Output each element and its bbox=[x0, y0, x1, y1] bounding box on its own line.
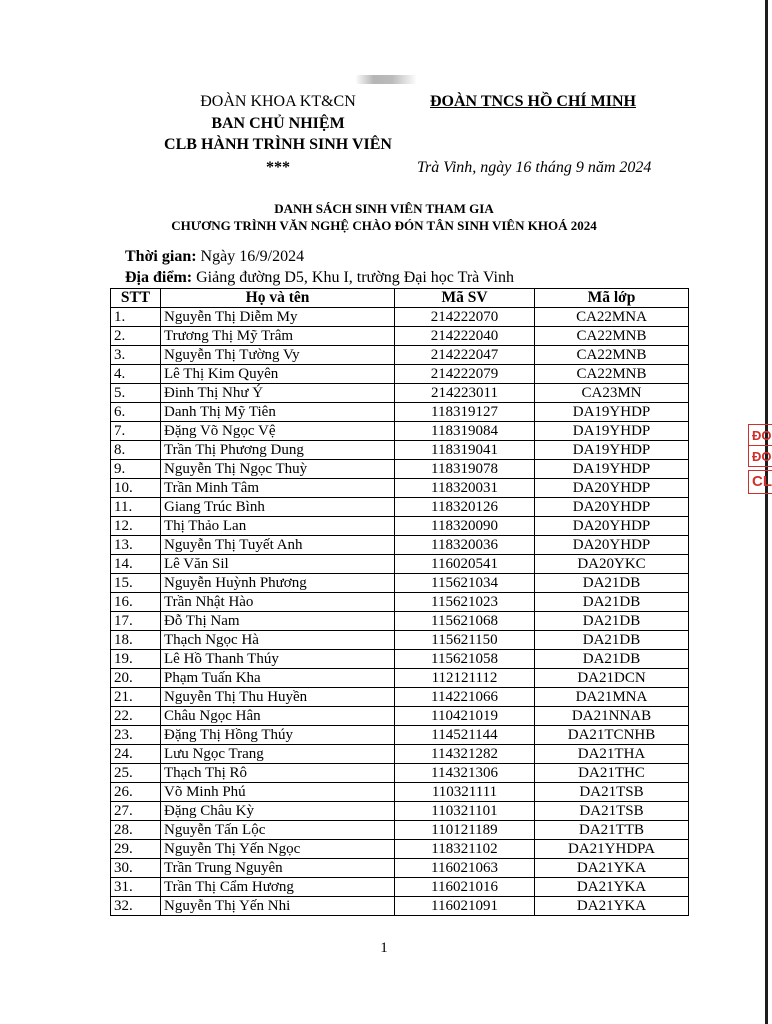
student-id: 114221066 bbox=[395, 688, 535, 707]
student-name: Trần Thị Phương Dung bbox=[161, 441, 395, 460]
column-header-class-code: Mã lớp bbox=[535, 289, 689, 308]
student-name: Nguyễn Tấn Lộc bbox=[161, 821, 395, 840]
student-id: 110121189 bbox=[395, 821, 535, 840]
student-id: 118320031 bbox=[395, 479, 535, 498]
student-name: Phạm Tuấn Kha bbox=[161, 669, 395, 688]
student-id: 110321101 bbox=[395, 802, 535, 821]
table-row bbox=[111, 365, 689, 384]
student-name: Danh Thị Mỹ Tiên bbox=[161, 403, 395, 422]
table-row bbox=[111, 612, 689, 631]
class-code: DA21THA bbox=[535, 745, 689, 764]
student-name: Nguyễn Thị Yến Nhi bbox=[161, 897, 395, 916]
table-row bbox=[111, 555, 689, 574]
class-code: DA21DB bbox=[535, 631, 689, 650]
row-number: 28. bbox=[111, 821, 161, 840]
row-number: 19. bbox=[111, 650, 161, 669]
document-title-line1: DANH SÁCH SINH VIÊN THAM GIA bbox=[274, 201, 494, 216]
table-row bbox=[111, 726, 689, 745]
student-id: 118320090 bbox=[395, 517, 535, 536]
class-code: DA21TCNHB bbox=[535, 726, 689, 745]
place-date-line: Trà Vinh, ngày 16 tháng 9 năm 2024 bbox=[417, 159, 652, 176]
row-number: 32. bbox=[111, 897, 161, 916]
student-id: 118320036 bbox=[395, 536, 535, 555]
column-header-name: Họ và tên bbox=[161, 289, 395, 308]
class-code: DA21YKA bbox=[535, 897, 689, 916]
event-place-label: Địa điểm: bbox=[125, 269, 193, 286]
table-row bbox=[111, 840, 689, 859]
table-row bbox=[111, 802, 689, 821]
row-number: 17. bbox=[111, 612, 161, 631]
class-code: DA19YHDP bbox=[535, 403, 689, 422]
class-code: DA21THC bbox=[535, 764, 689, 783]
row-number: 3. bbox=[111, 346, 161, 365]
class-code: CA23MN bbox=[535, 384, 689, 403]
header-separator: *** bbox=[266, 159, 290, 176]
student-name: Thị Thảo Lan bbox=[161, 517, 395, 536]
table-row bbox=[111, 479, 689, 498]
student-id: 118320126 bbox=[395, 498, 535, 517]
table-header-row bbox=[111, 289, 689, 308]
row-number: 18. bbox=[111, 631, 161, 650]
row-number: 20. bbox=[111, 669, 161, 688]
student-id: 110321111 bbox=[395, 783, 535, 802]
row-number: 10. bbox=[111, 479, 161, 498]
student-id: 114321282 bbox=[395, 745, 535, 764]
student-id: 214222070 bbox=[395, 308, 535, 327]
student-id: 214223011 bbox=[395, 384, 535, 403]
student-id: 112121112 bbox=[395, 669, 535, 688]
student-name: Võ Minh Phú bbox=[161, 783, 395, 802]
student-id: 116021016 bbox=[395, 878, 535, 897]
row-number: 27. bbox=[111, 802, 161, 821]
student-id: 115621058 bbox=[395, 650, 535, 669]
student-name: Đỗ Thị Nam bbox=[161, 612, 395, 631]
row-number: 29. bbox=[111, 840, 161, 859]
row-number: 16. bbox=[111, 593, 161, 612]
class-code: DA21NNAB bbox=[535, 707, 689, 726]
student-name: Nguyễn Thị Tuyết Anh bbox=[161, 536, 395, 555]
participant-table bbox=[110, 288, 689, 916]
table-row bbox=[111, 783, 689, 802]
table-row bbox=[111, 593, 689, 612]
student-id: 115621023 bbox=[395, 593, 535, 612]
table-row bbox=[111, 669, 689, 688]
student-id: 114321306 bbox=[395, 764, 535, 783]
student-id: 116021063 bbox=[395, 859, 535, 878]
student-name: Trần Nhật Hào bbox=[161, 593, 395, 612]
row-number: 23. bbox=[111, 726, 161, 745]
row-number: 24. bbox=[111, 745, 161, 764]
table-row bbox=[111, 403, 689, 422]
row-number: 22. bbox=[111, 707, 161, 726]
student-name: Nguyễn Thị Diễm My bbox=[161, 308, 395, 327]
table-row bbox=[111, 745, 689, 764]
student-name: Châu Ngọc Hân bbox=[161, 707, 395, 726]
row-number: 4. bbox=[111, 365, 161, 384]
table-row bbox=[111, 688, 689, 707]
table-row bbox=[111, 498, 689, 517]
student-name: Lưu Ngọc Trang bbox=[161, 745, 395, 764]
class-code: DA21TSB bbox=[535, 783, 689, 802]
event-time bbox=[125, 247, 304, 266]
class-code: DA21TTB bbox=[535, 821, 689, 840]
table-body bbox=[111, 308, 689, 916]
student-name: Thạch Thị Rô bbox=[161, 764, 395, 783]
student-id: 114521144 bbox=[395, 726, 535, 745]
scan-smudge bbox=[355, 75, 417, 84]
red-stamp-fragment: ĐO bbox=[748, 445, 772, 467]
student-name: Thạch Ngọc Hà bbox=[161, 631, 395, 650]
board-name: BAN CHỦ NHIỆM bbox=[211, 115, 345, 132]
row-number: 31. bbox=[111, 878, 161, 897]
class-code: DA21DB bbox=[535, 612, 689, 631]
table-row bbox=[111, 460, 689, 479]
class-code: CA22MNB bbox=[535, 327, 689, 346]
student-name: Đặng Thị Hồng Thúy bbox=[161, 726, 395, 745]
student-id: 214222079 bbox=[395, 365, 535, 384]
class-code: DA21YHDPA bbox=[535, 840, 689, 859]
student-id: 115621034 bbox=[395, 574, 535, 593]
table-row bbox=[111, 764, 689, 783]
row-number: 26. bbox=[111, 783, 161, 802]
class-code: DA21DB bbox=[535, 574, 689, 593]
student-name: Lê Hồ Thanh Thúy bbox=[161, 650, 395, 669]
student-name: Đặng Võ Ngọc Vệ bbox=[161, 422, 395, 441]
table-row bbox=[111, 441, 689, 460]
student-name: Nguyễn Thị Thu Huyền bbox=[161, 688, 395, 707]
student-id: 116021091 bbox=[395, 897, 535, 916]
event-place-value: Giảng đường D5, Khu I, trường Đại học Trà Vinh bbox=[192, 269, 514, 286]
student-id: 115621068 bbox=[395, 612, 535, 631]
table-row bbox=[111, 422, 689, 441]
class-code: DA21DCN bbox=[535, 669, 689, 688]
class-code: DA20YHDP bbox=[535, 498, 689, 517]
class-code: DA21YKA bbox=[535, 878, 689, 897]
youth-union-name: ĐOÀN TNCS HỒ CHÍ MINH bbox=[430, 93, 636, 110]
student-name: Lê Văn Sil bbox=[161, 555, 395, 574]
event-time-label: Thời gian: bbox=[125, 248, 197, 265]
table-row bbox=[111, 517, 689, 536]
class-code: DA21YKA bbox=[535, 859, 689, 878]
row-number: 11. bbox=[111, 498, 161, 517]
student-id: 118319078 bbox=[395, 460, 535, 479]
table-row bbox=[111, 897, 689, 916]
student-name: Trương Thị Mỹ Trâm bbox=[161, 327, 395, 346]
table-row bbox=[111, 859, 689, 878]
class-code: DA21DB bbox=[535, 593, 689, 612]
table-row bbox=[111, 878, 689, 897]
row-number: 1. bbox=[111, 308, 161, 327]
class-code: DA19YHDP bbox=[535, 422, 689, 441]
student-name: Lê Thị Kim Quyên bbox=[161, 365, 395, 384]
row-number: 30. bbox=[111, 859, 161, 878]
table-row bbox=[111, 574, 689, 593]
table-row bbox=[111, 631, 689, 650]
student-id: 118319127 bbox=[395, 403, 535, 422]
student-name: Nguyễn Thị Tường Vy bbox=[161, 346, 395, 365]
class-code: DA21MNA bbox=[535, 688, 689, 707]
class-code: DA19YHDP bbox=[535, 441, 689, 460]
row-number: 15. bbox=[111, 574, 161, 593]
student-name: Nguyễn Thị Yến Ngọc bbox=[161, 840, 395, 859]
row-number: 9. bbox=[111, 460, 161, 479]
student-id: 116020541 bbox=[395, 555, 535, 574]
student-id: 214222047 bbox=[395, 346, 535, 365]
column-header-student-id: Mã SV bbox=[395, 289, 535, 308]
student-id: 118321102 bbox=[395, 840, 535, 859]
class-code: DA20YHDP bbox=[535, 479, 689, 498]
class-code: DA19YHDP bbox=[535, 460, 689, 479]
row-number: 8. bbox=[111, 441, 161, 460]
student-id: 118319041 bbox=[395, 441, 535, 460]
row-number: 7. bbox=[111, 422, 161, 441]
table-row bbox=[111, 346, 689, 365]
row-number: 6. bbox=[111, 403, 161, 422]
class-code: DA21DB bbox=[535, 650, 689, 669]
student-id: 115621150 bbox=[395, 631, 535, 650]
student-id: 110421019 bbox=[395, 707, 535, 726]
student-name: Trần Thị Cẩm Hương bbox=[161, 878, 395, 897]
table-row bbox=[111, 384, 689, 403]
student-name: Nguyễn Thị Ngọc Thuỳ bbox=[161, 460, 395, 479]
event-place bbox=[125, 268, 514, 287]
class-code: DA20YKC bbox=[535, 555, 689, 574]
student-id: 214222040 bbox=[395, 327, 535, 346]
student-name: Giang Trúc Bình bbox=[161, 498, 395, 517]
class-code: CA22MNB bbox=[535, 365, 689, 384]
table-row bbox=[111, 821, 689, 840]
row-number: 2. bbox=[111, 327, 161, 346]
red-stamp-fragment: CL bbox=[748, 470, 772, 494]
page-number: 1 bbox=[380, 940, 388, 956]
row-number: 25. bbox=[111, 764, 161, 783]
class-code: CA22MNB bbox=[535, 346, 689, 365]
class-code: CA22MNA bbox=[535, 308, 689, 327]
club-name: CLB HÀNH TRÌNH SINH VIÊN bbox=[164, 136, 392, 153]
student-id: 118319084 bbox=[395, 422, 535, 441]
table-row bbox=[111, 707, 689, 726]
faculty-union-name: ĐOÀN KHOA KT&CN bbox=[200, 93, 356, 110]
student-name: Đặng Châu Kỳ bbox=[161, 802, 395, 821]
document-title-line2: CHƯƠNG TRÌNH VĂN NGHỆ CHÀO ĐÓN TÂN SINH VIÊN KHOÁ 2024 bbox=[171, 218, 597, 233]
student-name: Trần Trung Nguyên bbox=[161, 859, 395, 878]
table-row bbox=[111, 536, 689, 555]
row-number: 5. bbox=[111, 384, 161, 403]
table-row bbox=[111, 308, 689, 327]
row-number: 21. bbox=[111, 688, 161, 707]
row-number: 14. bbox=[111, 555, 161, 574]
student-name: Trần Minh Tâm bbox=[161, 479, 395, 498]
class-code: DA20YHDP bbox=[535, 536, 689, 555]
red-stamp-fragment: ĐO bbox=[748, 424, 772, 446]
class-code: DA20YHDP bbox=[535, 517, 689, 536]
row-number: 13. bbox=[111, 536, 161, 555]
student-name: Nguyễn Huỳnh Phương bbox=[161, 574, 395, 593]
scan-page-edge bbox=[765, 0, 768, 1024]
event-time-value: Ngày 16/9/2024 bbox=[196, 248, 305, 265]
class-code: DA21TSB bbox=[535, 802, 689, 821]
row-number: 12. bbox=[111, 517, 161, 536]
student-name: Đinh Thị Như Ý bbox=[161, 384, 395, 403]
table-row bbox=[111, 650, 689, 669]
column-header-stt: STT bbox=[111, 289, 161, 308]
table-row bbox=[111, 327, 689, 346]
